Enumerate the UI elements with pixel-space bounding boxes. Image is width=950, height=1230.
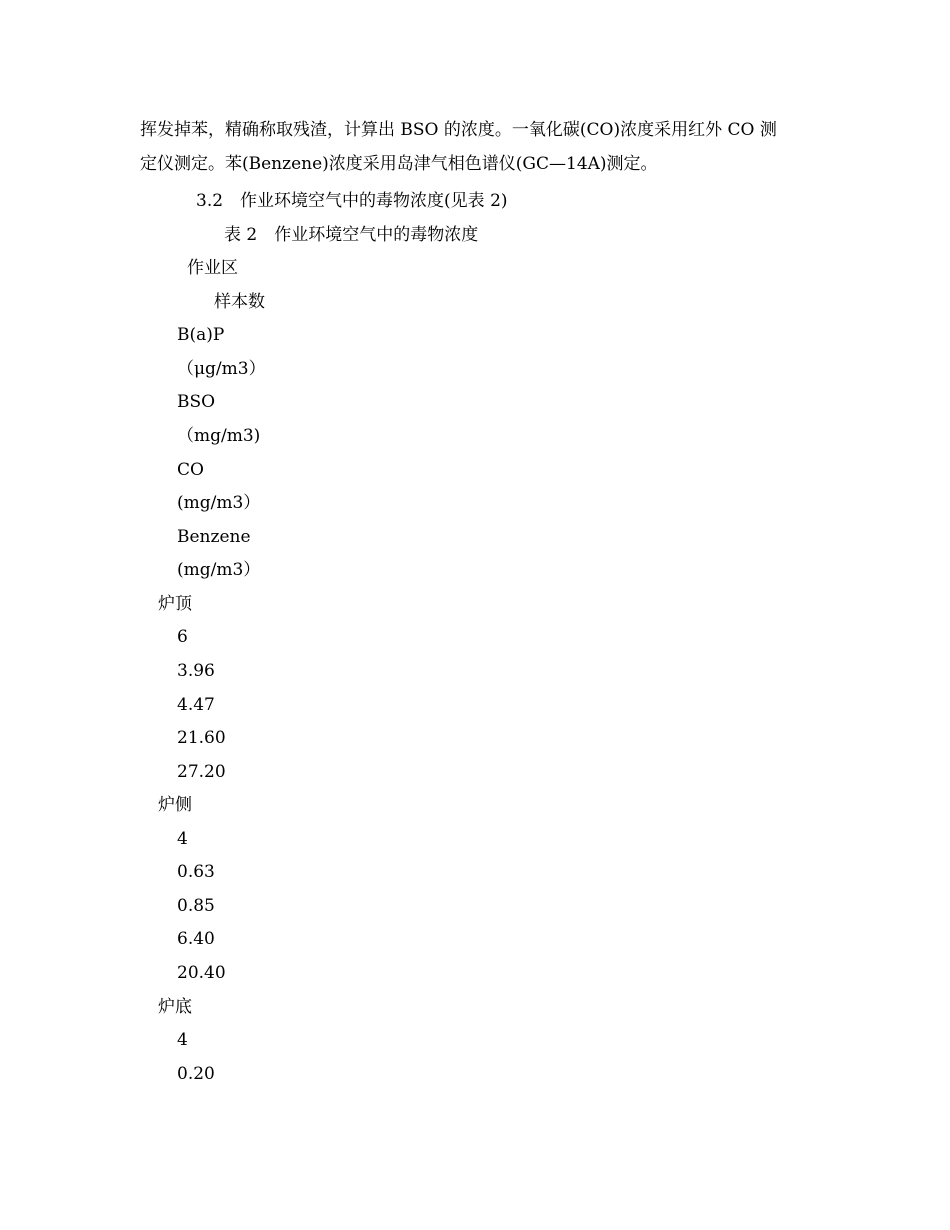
row-1-benzene: 27.20 (177, 762, 226, 782)
row-3-bap: 0.20 (177, 1064, 215, 1084)
paragraph-line-1: 挥发掉苯，精确称取残渣，计算出 BSO 的浓度。一氧化碳(CO)浓度采用红外 CO 测 (140, 120, 777, 140)
row-1-co: 21.60 (177, 728, 226, 748)
header-samples: 样本数 (214, 292, 265, 312)
header-bap: B(a)P (177, 325, 225, 345)
header-benzene: Benzene (177, 527, 251, 547)
row-1-area: 炉顶 (158, 594, 192, 614)
row-1-samples: 6 (177, 627, 188, 647)
body-paragraph (140, 113, 820, 181)
header-benzene-unit: (mg/m3） (177, 560, 261, 580)
row-3-area: 炉底 (158, 997, 192, 1017)
header-co-unit: (mg/m3） (177, 493, 261, 513)
header-co: CO (177, 460, 204, 480)
table-caption: 表 2 作业环境空气中的毒物浓度 (224, 225, 479, 245)
header-bso: BSO (177, 392, 216, 412)
row-1-bap: 3.96 (177, 661, 215, 681)
row-2-area: 炉侧 (158, 795, 192, 815)
header-bap-unit: （μg/m3） (177, 359, 266, 379)
row-2-bap: 0.63 (177, 862, 215, 882)
section-heading: 3.2 作业环境空气中的毒物浓度(见表 2) (196, 191, 508, 211)
header-bso-unit: （mg/m3) (177, 426, 261, 446)
row-2-co: 6.40 (177, 929, 215, 949)
paragraph-line-2: 定仪测定。苯(Benzene)浓度采用岛津气相色谱仪(GC—14A)测定。 (140, 154, 658, 174)
header-area: 作业区 (187, 258, 238, 278)
row-2-samples: 4 (177, 829, 188, 849)
row-2-benzene: 20.40 (177, 963, 226, 983)
row-1-bso: 4.47 (177, 695, 215, 715)
row-3-samples: 4 (177, 1030, 188, 1050)
row-2-bso: 0.85 (177, 896, 215, 916)
